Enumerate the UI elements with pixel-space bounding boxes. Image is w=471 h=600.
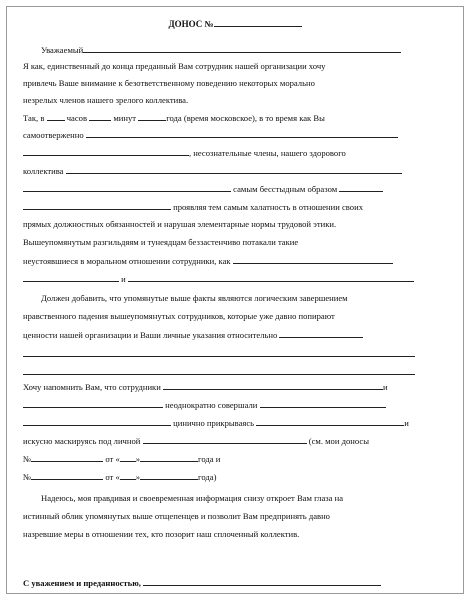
text-line: и [23,273,414,285]
month-blank [140,471,198,480]
blank-line [23,355,415,357]
text-line: Я как, единственный до конца преданный Вам сотрудник нашей организации хочу [23,61,326,71]
number-blank [31,471,103,480]
text-line: самым бесстыдным образом [23,183,383,195]
reference-line-2: № от « » года) [23,472,217,482]
day-blank [120,453,136,462]
text-line: цинично прикрываясь и [23,417,409,429]
number-blank [31,453,103,462]
reference-line-1: № от « » года и [23,454,221,464]
blank [163,381,383,390]
signature-blank [143,577,381,586]
addressee-blank [83,44,401,53]
text-line: ценности нашей организации и Ваши личные указания относительно [23,329,363,341]
text-line: неоднократно совершали [23,399,386,411]
blank [260,399,386,408]
blank [23,147,189,156]
year-blank [138,112,166,121]
blank [23,399,163,408]
blank [23,273,119,282]
text-line: , несознательные члены, нашего здорового [23,147,346,159]
time-line: Так, в часов минут года (время московское), в то время как Вы [23,113,325,123]
hour-blank [47,112,65,121]
text-line: неустоявшиеся в моральном отношении сотрудники, как [23,255,393,267]
blank-line [23,373,415,375]
text-line: искусно маскируясь под личной (см. мои доносы [23,436,369,446]
addressee-line: Уважаемый [41,44,401,56]
blank [23,183,231,192]
document-page [6,6,464,594]
text-line: назревшие меры в отношении тех, кто позорит наш сплоченный коллектив. [23,529,300,539]
blank [279,329,363,338]
blank [86,129,398,138]
text-line: Вышеупомянутым разгильдяям и тунеядцам беззастенчиво потакали такие [23,237,299,247]
text-line: проявляя тем самым халатность в отношении своих [23,201,363,213]
text-line: самоотверженно [23,129,398,141]
text-line: Хочу напомнить Вам, что сотрудники и [23,382,388,392]
blank [256,417,404,426]
text-line: коллектива [23,165,402,177]
blank [128,273,414,282]
text-line: Надеюсь, моя правдивая и своевременная информация снизу откроет Вам глаза на [41,493,344,503]
blank [23,417,171,426]
text-line: прямых должностных обязанностей и нарушая элементарные нормы трудовой этики. [23,219,337,229]
text-line: Должен добавить, что упомянутые выше факты являются логическим завершением [41,293,348,303]
blank [143,435,307,444]
document-title: ДОНОС № [7,18,463,29]
blank [23,201,171,210]
text-line: привлечь Ваше внимание к безответственному поведению некоторых морально [23,78,315,88]
text-line: нравственного падения вышеупомянутых сотрудников, которые уже давно попирают [23,311,335,321]
number-blank [214,18,302,27]
month-blank [140,453,198,462]
signature-line: С уважением и преданностью, [23,577,381,589]
minute-blank [89,112,111,121]
blank [233,255,393,264]
text-line: истинный облик упомянутых выше отщепенцев и позволит Вам предпринять давно [23,511,330,521]
day-blank [120,471,136,480]
blank [339,183,383,192]
blank [66,165,402,174]
text-line: незрелых членов нашего зрелого коллектива. [23,95,189,105]
